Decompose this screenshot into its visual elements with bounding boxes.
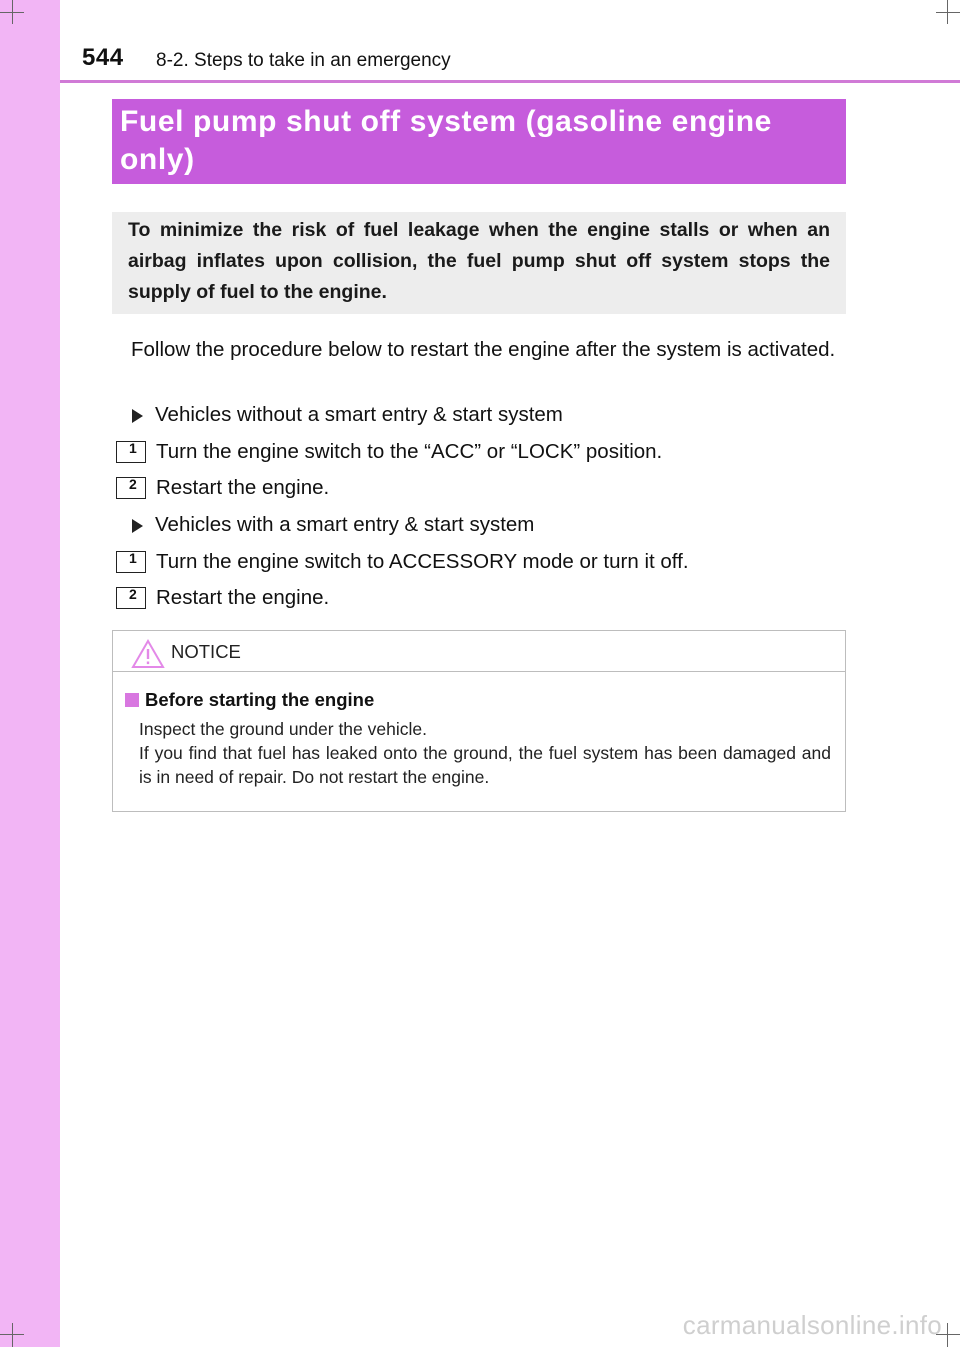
- summary-text: To minimize the risk of fuel leakage when the engine stalls or when an airbag inflates upon collision, the fuel pump shut off system stops the supply of fuel to the engine.: [128, 219, 830, 303]
- notice-line: If you find that fuel has leaked onto the ground, the fuel system has been damaged and is in need of repair. Do not restart the engine.: [139, 743, 831, 787]
- notice-line: Inspect the ground under the vehicle.: [139, 719, 427, 739]
- notice-label: NOTICE: [171, 641, 241, 662]
- notice-subheading-text: Before starting the engine: [145, 689, 375, 710]
- step-text: Restart the engine.: [156, 586, 330, 609]
- header-rule: [60, 80, 960, 83]
- step-item: [116, 475, 329, 501]
- intro-paragraph: Follow the procedure below to restart the engine after the system is activated.: [131, 338, 836, 361]
- warning-triangle-icon: [131, 639, 165, 669]
- step-number-badge: 1: [116, 551, 146, 573]
- square-bullet-icon: [125, 693, 139, 707]
- summary-box: [112, 212, 846, 314]
- case-heading-label: Vehicles with a smart entry & start system: [155, 513, 535, 536]
- case-heading-label: Vehicles without a smart entry & start system: [155, 403, 563, 426]
- arrow-right-icon: [132, 519, 143, 533]
- step-text: Turn the engine switch to the “ACC” or “LOCK” position.: [156, 440, 663, 463]
- step-number-badge: 2: [116, 477, 146, 499]
- page-number: 544: [82, 44, 124, 71]
- page-title: Fuel pump shut off system (gasoline engine only): [120, 105, 772, 176]
- step-number-badge: 2: [116, 587, 146, 609]
- side-tab-strip: [0, 0, 60, 1347]
- section-title-bar: [112, 99, 846, 184]
- step-number-badge: 1: [116, 441, 146, 463]
- arrow-right-icon: [132, 409, 143, 423]
- step-text: Turn the engine switch to ACCESSORY mode or turn it off.: [156, 550, 689, 573]
- crop-mark: [936, 12, 960, 13]
- case-heading-with-smart-entry: [132, 512, 534, 538]
- section-label: 8-2. Steps to take in an emergency: [156, 50, 451, 71]
- notice-header: [113, 631, 845, 672]
- crop-mark: [12, 0, 13, 24]
- crop-mark: [947, 1323, 948, 1347]
- watermark: carmanualsonline.info: [682, 1310, 942, 1340]
- step-item: [116, 549, 689, 575]
- notice-box: [112, 630, 846, 812]
- notice-body: [139, 717, 831, 789]
- crop-mark: [12, 1323, 13, 1347]
- crop-mark: [947, 0, 948, 24]
- step-item: [116, 439, 662, 465]
- case-heading-without-smart-entry: [132, 402, 563, 428]
- step-text: Restart the engine.: [156, 476, 330, 499]
- step-item: [116, 585, 329, 611]
- notice-subheading: [125, 689, 374, 711]
